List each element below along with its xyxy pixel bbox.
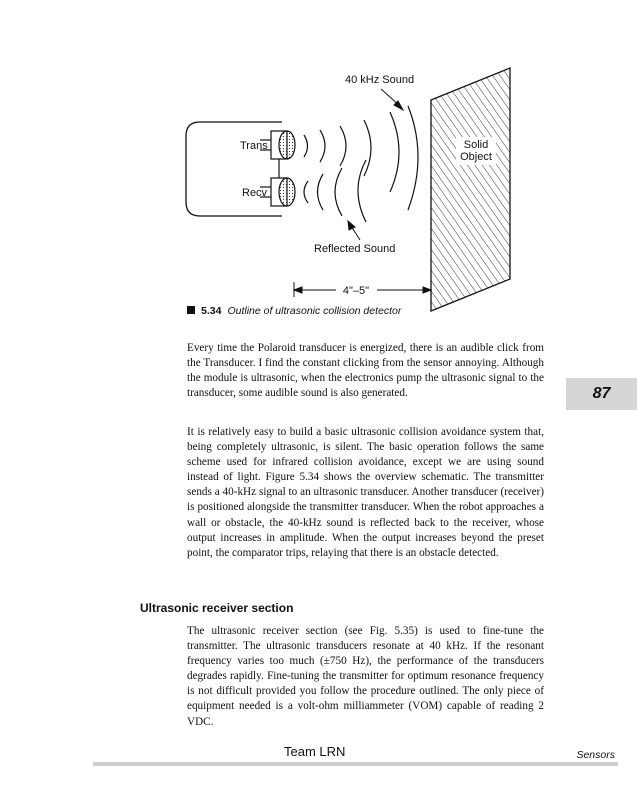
label-solid: Solid — [463, 139, 489, 151]
label-trans: Trans — [240, 140, 268, 152]
label-object: Object — [460, 151, 492, 163]
label-distance: 4"–5" — [342, 285, 370, 297]
figure-caption — [187, 305, 401, 317]
footer-rule — [93, 762, 618, 766]
label-reflected-sound: Reflected Sound — [314, 243, 396, 255]
paragraph-1: Every time the Polaroid transducer is energized, there is an audible click from the Transducer. I find the constant clicking from the sensor annoying. Although the module is ultrasonic, when the electronics pump the ultrasonic signal to the transducer, some audible sound is also generated. — [187, 342, 544, 400]
caption-bullet — [187, 306, 195, 314]
label-40khz-sound: 40 kHz Sound — [345, 74, 415, 86]
caption-number: 5.34 — [201, 305, 222, 317]
label-recv: Recv — [242, 187, 268, 199]
page-number-tab: 87 — [566, 378, 637, 410]
footer-center-text: Team LRN — [284, 744, 346, 759]
section-heading: Ultrasonic receiver section — [140, 601, 294, 615]
paragraph-2: It is relatively easy to build a basic ultrasonic collision avoidance system that, being completely ultrasonic, is silent. The basic operation follows the same scheme used for infrared collision avoidance, except we are using sound instead of light. Figure 5.34 shows the overview schematic. The transmitter sends a 40-kHz signal to an ultrasonic transducer. Another transducer (receiver) is positioned alongside the transmitter transducer. When the robot approaches a wall or obstacle, the 40-kHz sound is reflected back to the receiver, whose output increases in amplitude. When the output increases beyond the preset point, the comparator trips, relaying that there is an obstacle detected. — [187, 426, 544, 559]
reflected-sound-waves — [304, 160, 366, 222]
footer-section-name: Sensors — [576, 749, 615, 761]
paragraph-3: The ultrasonic receiver section (see Fig. 5.35) is used to fine-tune the transmitter. The ultrasonic transducers resonate at 40 kHz. If the resonant frequency varies too much (±750 Hz), the performance of the transducers degrades rapidly. Fine-tuning the transmitter for optimum resonance frequency is not difficult provided you follow the procedure outlined. The only piece of equipment needed is a volt-ohm milliammeter (VOM) capable of reading 2 VDC. — [187, 625, 544, 728]
outgoing-sound-waves — [304, 106, 418, 210]
caption-title: Outline of ultrasonic collision detector — [227, 305, 402, 317]
label-arrows — [348, 89, 403, 240]
robot-body-outline — [186, 122, 282, 216]
ultrasonic-diagram — [0, 0, 637, 320]
solid-object-wall — [431, 68, 510, 311]
